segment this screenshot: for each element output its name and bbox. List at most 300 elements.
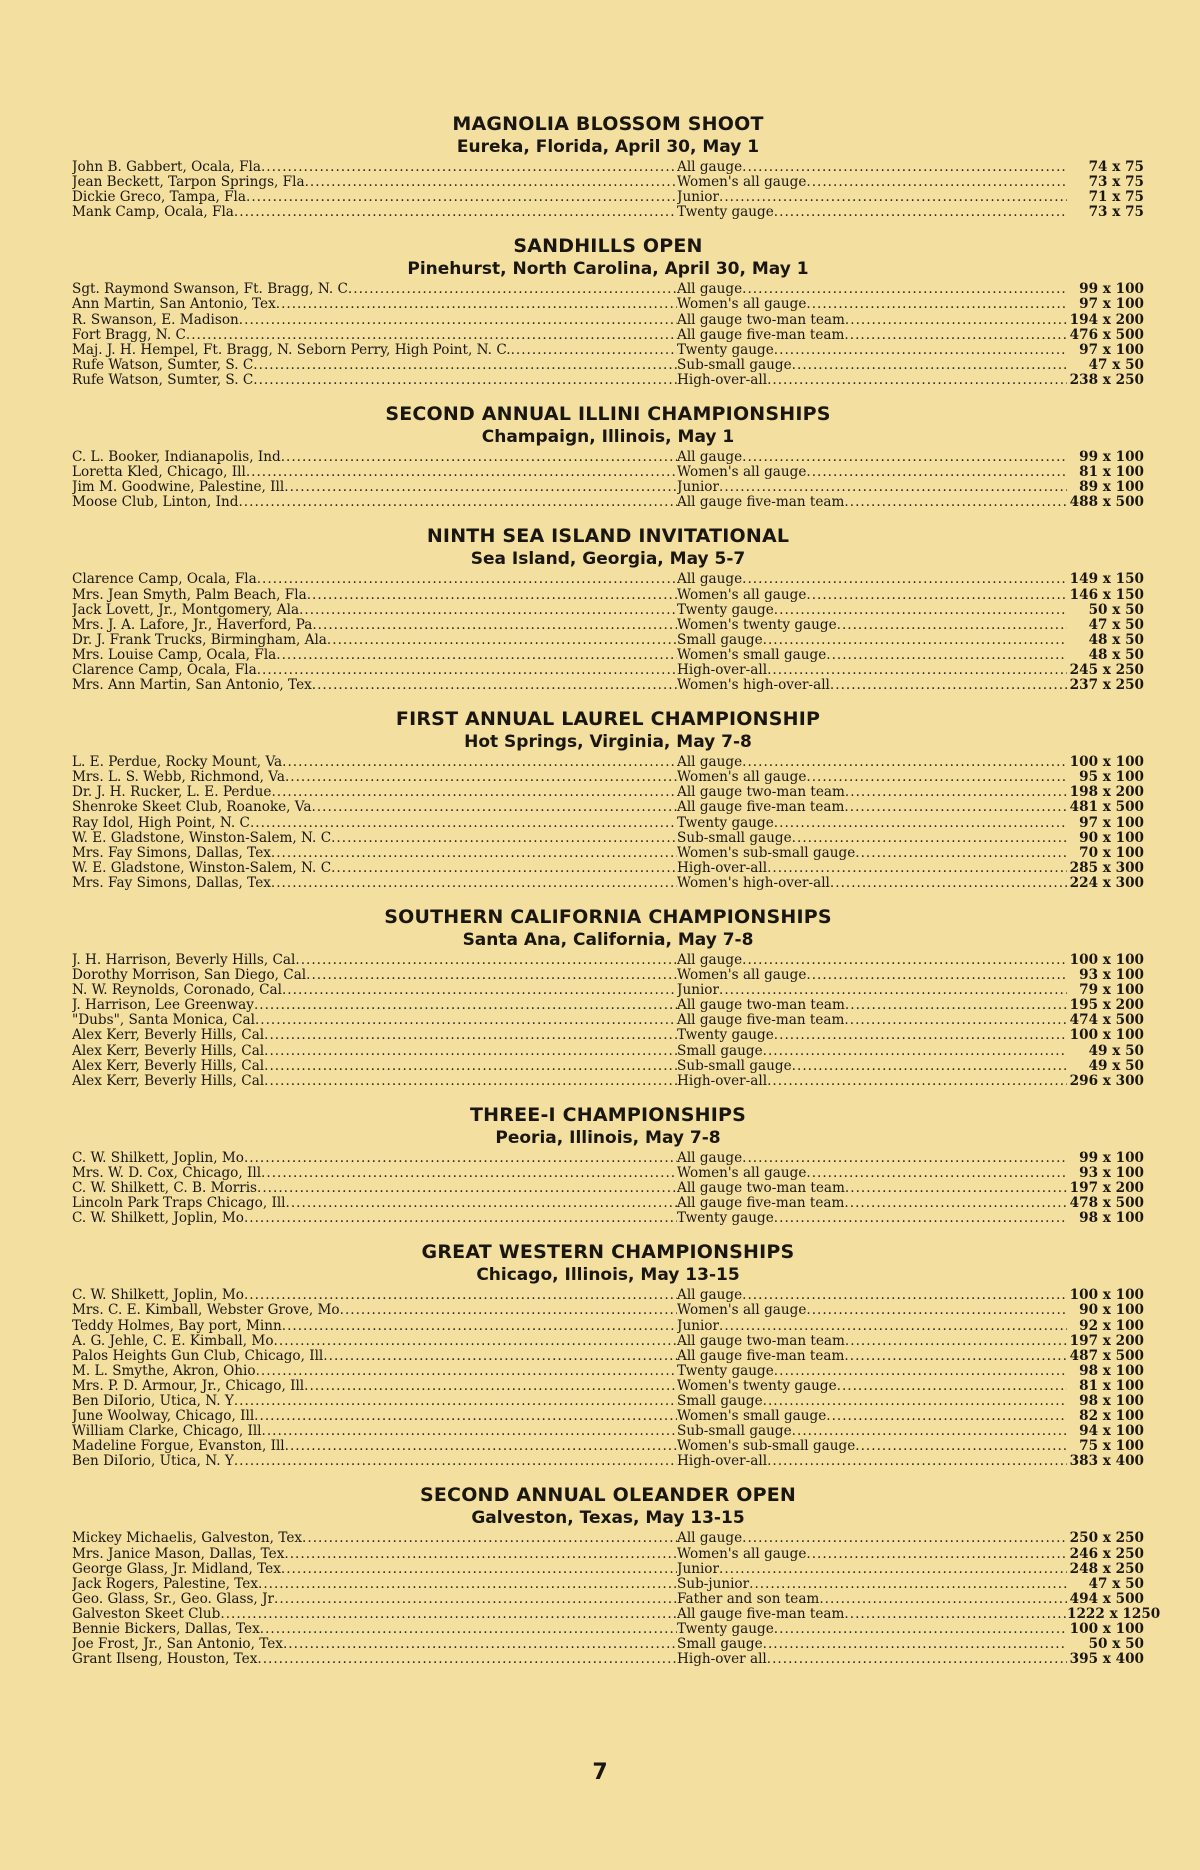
- dot-leader: [295, 953, 677, 968]
- dot-leader: [258, 1577, 677, 1592]
- score: 487 x 500: [1069, 1347, 1144, 1364]
- event-type: Sub-small gauge: [677, 1058, 792, 1074]
- event-type-cell: [677, 1211, 1067, 1226]
- winner-cell: [72, 1288, 677, 1303]
- winner-cell: [72, 1379, 677, 1394]
- winner-cell: [72, 633, 677, 648]
- event-type-cell: [677, 1637, 1067, 1652]
- dot-leader: [830, 678, 1067, 693]
- score: 49 x 50: [1088, 1042, 1144, 1059]
- event-type: Women's all gauge: [677, 968, 807, 984]
- score: 50 x 50: [1088, 601, 1144, 618]
- event-type-cell: [677, 1319, 1067, 1334]
- event-type: Small gauge: [677, 1637, 763, 1653]
- result-row: [72, 358, 1144, 373]
- event-location-date: Chicago, Illinois, May 13-15: [476, 1265, 740, 1286]
- winner-cell: [72, 1622, 677, 1637]
- dot-leader: [331, 831, 677, 846]
- dot-leader: [304, 1379, 677, 1394]
- dot-leader: [845, 1334, 1067, 1349]
- dot-leader: [261, 1166, 677, 1181]
- event-type-cell: [677, 373, 1067, 388]
- result-row: [72, 160, 1144, 175]
- winner-name: Jack Rogers, Palestine, Tex: [72, 1576, 258, 1592]
- winner-cell: [72, 160, 677, 175]
- winner-name: Dr. J. Frank Trucks, Birmingham, Ala: [72, 632, 327, 648]
- dot-leader: [855, 1439, 1067, 1454]
- dot-leader: [855, 846, 1067, 861]
- score: 74 x 75: [1088, 159, 1144, 175]
- dot-leader: [244, 1151, 677, 1166]
- winner-cell: [72, 1181, 677, 1196]
- result-row: [72, 1562, 1144, 1577]
- dot-leader: [844, 1607, 1067, 1622]
- result-row: [72, 953, 1144, 968]
- result-row: [72, 770, 1144, 785]
- event-type-cell: [677, 1607, 1067, 1622]
- winner-cell: [72, 968, 677, 983]
- event-section: [72, 905, 1144, 1089]
- score: 474 x 500: [1069, 1012, 1144, 1029]
- winner-cell: [72, 618, 677, 633]
- event-type: Small gauge: [677, 1043, 763, 1059]
- winner-cell: [72, 953, 677, 968]
- dot-leader: [312, 678, 677, 693]
- dot-leader: [806, 588, 1067, 603]
- score: 494 x 500: [1069, 1590, 1144, 1607]
- winner-name: M. L. Smythe, Akron, Ohio: [72, 1363, 256, 1379]
- event-section: [72, 234, 1144, 388]
- winner-cell: [72, 1562, 677, 1577]
- event-type: Junior: [677, 480, 719, 496]
- winner-name: Madeline Forgue, Evanston, Ill: [72, 1439, 285, 1455]
- score: 98 x 100: [1079, 1392, 1144, 1409]
- event-title: THREE-I CHAMPIONSHIPS: [470, 1103, 746, 1126]
- event-type-cell: [677, 313, 1067, 328]
- winner-cell: [72, 205, 677, 220]
- score: 97 x 100: [1079, 341, 1144, 358]
- winner-name: Rufe Watson, Sumter, S. C: [72, 372, 254, 388]
- winner-name: Jack Lovett, Jr., Montgomery, Ala: [72, 602, 300, 618]
- winner-cell: [72, 1151, 677, 1166]
- winner-name: Geo. Glass, Sr., Geo. Glass, Jr: [72, 1591, 275, 1607]
- result-row: [72, 373, 1144, 388]
- score: 383 x 400: [1069, 1453, 1144, 1470]
- dot-leader: [830, 876, 1067, 891]
- event-location-date: Eureka, Florida, April 30, May 1: [456, 137, 760, 157]
- dot-leader: [271, 785, 677, 800]
- event-type-cell: [677, 603, 1067, 618]
- winner-name: Grant Ilseng, Houston, Tex: [72, 1652, 258, 1668]
- winner-name: Dorothy Morrison, San Diego, Cal: [72, 968, 307, 984]
- winner-cell: [72, 998, 677, 1013]
- dot-leader: [261, 160, 677, 175]
- winner-name: Shenroke Skeet Club, Roanoke, Va: [72, 800, 312, 816]
- winner-name: Rufe Watson, Sumter, S. C: [72, 357, 254, 373]
- score: 50 x 50: [1088, 1636, 1144, 1653]
- score: 478 x 500: [1069, 1195, 1144, 1212]
- event-type: Junior: [677, 1318, 719, 1334]
- event-type-cell: [677, 480, 1067, 495]
- result-row: [72, 831, 1144, 846]
- dot-leader: [255, 1013, 677, 1028]
- dot-leader: [792, 831, 1067, 846]
- event-type-cell: [677, 953, 1067, 968]
- event-location-date: Peoria, Illinois, May 7-8: [495, 1127, 721, 1148]
- event-type-cell: [677, 1181, 1067, 1196]
- event-type-cell: [677, 1394, 1067, 1409]
- winner-name: Fort Bragg, N. C: [72, 327, 186, 343]
- dot-leader: [257, 1652, 677, 1667]
- event-type-cell: [677, 1622, 1067, 1637]
- dot-leader: [719, 480, 1067, 495]
- event-type: All gauge five-man team: [677, 327, 845, 343]
- dot-leader: [719, 1319, 1067, 1334]
- dot-leader: [806, 770, 1067, 785]
- result-row: [72, 983, 1144, 998]
- winner-cell: [72, 373, 677, 388]
- event-type: Women's all gauge: [677, 175, 807, 191]
- winner-cell: [72, 1531, 677, 1546]
- event-type: All gauge: [677, 160, 743, 175]
- event-type: All gauge five-man team: [677, 1013, 845, 1029]
- winner-name: Bennie Bickers, Dallas, Tex: [72, 1622, 260, 1637]
- dot-leader: [220, 1607, 677, 1622]
- event-type: High-over-all: [677, 1454, 768, 1470]
- winner-cell: [72, 1074, 677, 1089]
- winner-name: Lincoln Park Traps Chicago, Ill: [72, 1196, 286, 1212]
- dot-leader: [246, 465, 677, 480]
- dot-leader: [767, 1652, 1067, 1667]
- score: 98 x 100: [1079, 1362, 1144, 1379]
- winner-cell: [72, 770, 677, 785]
- event-type-cell: [677, 1409, 1067, 1424]
- score: 197 x 200: [1069, 1332, 1144, 1349]
- score: 93 x 100: [1079, 967, 1144, 984]
- winner-name: Loretta Kled, Chicago, Ill: [72, 465, 246, 481]
- result-row: [72, 1592, 1144, 1607]
- event-type: Sub-junior: [677, 1576, 750, 1592]
- dot-leader: [282, 1319, 677, 1334]
- result-row: [72, 1059, 1144, 1074]
- event-type: Women's sub-small gauge: [677, 1439, 856, 1455]
- results-table: [72, 953, 1144, 1089]
- winner-cell: [72, 1028, 677, 1043]
- score: 81 x 100: [1079, 1377, 1144, 1394]
- dot-leader: [244, 1288, 677, 1303]
- winner-name: Joe Frost, Jr., San Antonio, Tex: [72, 1637, 283, 1653]
- event-type-cell: [677, 876, 1067, 891]
- winner-name: Mrs. L. S. Webb, Richmond, Va: [72, 770, 285, 786]
- results-table: [72, 1530, 1161, 1668]
- event-type: All gauge: [677, 755, 743, 771]
- result-row: [72, 480, 1144, 495]
- winner-name: Mrs. Ann Martin, San Antonio, Tex: [72, 678, 312, 694]
- score: 79 x 100: [1079, 982, 1144, 999]
- event-type: Women's all gauge: [677, 465, 807, 481]
- dot-leader: [257, 572, 677, 587]
- event-type: Women's twenty gauge: [677, 617, 837, 633]
- dot-leader: [844, 328, 1067, 343]
- winner-cell: [72, 450, 677, 465]
- score: 100 x 100: [1069, 952, 1144, 968]
- event-type-cell: [677, 968, 1067, 983]
- winner-name: C. W. Shilkett, Joplin, Mo: [72, 1150, 244, 1166]
- score: 194 x 200: [1069, 311, 1144, 328]
- dot-leader: [274, 1592, 677, 1607]
- event-type: High-over-all: [677, 372, 768, 388]
- result-row: [72, 1334, 1144, 1349]
- winner-cell: [72, 358, 677, 373]
- winner-cell: [72, 1364, 677, 1379]
- winner-name: Galveston Skeet Club: [72, 1606, 221, 1622]
- result-row: [72, 1166, 1144, 1181]
- winner-cell: [72, 1607, 677, 1622]
- winner-name: Mank Camp, Ocala, Fla: [72, 205, 234, 221]
- result-row: [72, 313, 1144, 328]
- dot-leader: [276, 297, 677, 312]
- winner-cell: [72, 755, 677, 770]
- result-row: [72, 1531, 1144, 1546]
- dot-leader: [792, 358, 1067, 373]
- result-row: [72, 816, 1144, 831]
- event-type-cell: [677, 282, 1067, 297]
- dot-leader: [286, 1196, 677, 1211]
- event-type-cell: [677, 1531, 1067, 1546]
- dot-leader: [767, 1074, 1067, 1089]
- event-type: Women's high-over-all: [677, 678, 830, 694]
- winner-name: Alex Kerr, Beverly Hills, Cal: [72, 1043, 265, 1059]
- winner-cell: [72, 1303, 677, 1318]
- event-type: Women's all gauge: [677, 1165, 807, 1181]
- dot-leader: [774, 1028, 1067, 1043]
- winner-cell: [72, 876, 677, 891]
- dot-leader: [719, 190, 1067, 205]
- winner-cell: [72, 1424, 677, 1439]
- event-type: Women's small gauge: [677, 647, 827, 663]
- dot-leader: [238, 495, 677, 510]
- dot-leader: [340, 1303, 677, 1318]
- dot-leader: [742, 282, 1067, 297]
- result-row: [72, 1637, 1144, 1652]
- dot-leader: [306, 968, 677, 983]
- winner-cell: [72, 480, 677, 495]
- event-section: [72, 112, 1144, 220]
- event-type: All gauge: [677, 1531, 743, 1547]
- dot-leader: [774, 816, 1067, 831]
- dot-leader: [844, 800, 1067, 815]
- score: 248 x 250: [1069, 1560, 1144, 1577]
- score: 93 x 100: [1079, 1164, 1144, 1181]
- event-type-cell: [677, 1074, 1067, 1089]
- event-type: Twenty gauge: [677, 1211, 774, 1227]
- event-type-cell: [677, 1454, 1067, 1469]
- score: 488 x 500: [1069, 494, 1144, 511]
- event-type: All gauge two-man team: [677, 1181, 845, 1197]
- winner-name: Alex Kerr, Beverly Hills, Cal: [72, 1073, 265, 1089]
- dot-leader: [327, 633, 677, 648]
- winner-cell: [72, 1394, 677, 1409]
- event-location-date: Galveston, Texas, May 13-15: [471, 1508, 745, 1529]
- event-type-cell: [677, 816, 1067, 831]
- results-table: [72, 572, 1144, 693]
- winner-cell: [72, 800, 677, 815]
- dot-leader: [256, 1364, 677, 1379]
- dot-leader: [284, 480, 677, 495]
- result-row: [72, 1211, 1144, 1226]
- dot-leader: [234, 1454, 677, 1469]
- winner-name: C. W. Shilkett, Joplin, Mo: [72, 1288, 244, 1304]
- winner-cell: [72, 1652, 677, 1667]
- dot-leader: [742, 160, 1067, 175]
- result-row: [72, 205, 1144, 220]
- result-row: [72, 1074, 1144, 1089]
- event-title: SANDHILLS OPEN: [513, 235, 703, 258]
- event-type-cell: [677, 1059, 1067, 1074]
- winner-name: John B. Gabbert, Ocala, Fla: [72, 160, 261, 175]
- event-title: GREAT WESTERN CHAMPIONSHIPS: [421, 1241, 795, 1264]
- dot-leader: [302, 1531, 677, 1546]
- winner-name: Mrs. Jean Smyth, Palm Beach, Fla: [72, 587, 307, 603]
- winner-cell: [72, 297, 677, 312]
- result-row: [72, 755, 1144, 770]
- winner-cell: [72, 1013, 677, 1028]
- event-location-date: Santa Ana, California, May 7-8: [462, 930, 754, 950]
- winner-name: C. L. Booker, Indianapolis, Ind: [72, 450, 281, 466]
- event-type: All gauge: [677, 1150, 743, 1166]
- dot-leader: [281, 450, 677, 465]
- event-section: [72, 1103, 1144, 1226]
- winner-cell: [72, 846, 677, 861]
- dot-leader: [749, 1577, 1067, 1592]
- dot-leader: [323, 1349, 677, 1364]
- dot-leader: [742, 572, 1067, 587]
- score: 100 x 100: [1069, 1621, 1144, 1637]
- dot-leader: [276, 648, 677, 663]
- winner-cell: [72, 1196, 677, 1211]
- dot-leader: [806, 1547, 1067, 1562]
- score: 99 x 100: [1079, 1149, 1144, 1166]
- dot-leader: [845, 313, 1067, 328]
- event-type: Women's all gauge: [677, 1303, 807, 1319]
- event-type-cell: [677, 1166, 1067, 1181]
- event-type: Women's all gauge: [677, 770, 807, 786]
- winner-name: "Dubs", Santa Monica, Cal: [72, 1013, 255, 1029]
- winner-cell: [72, 678, 677, 693]
- score: 97 x 100: [1079, 814, 1144, 831]
- dot-leader: [844, 1196, 1067, 1211]
- dot-leader: [844, 1013, 1067, 1028]
- event-type-cell: [677, 1349, 1067, 1364]
- dot-leader: [281, 1562, 677, 1577]
- dot-leader: [763, 1637, 1067, 1652]
- winner-cell: [72, 785, 677, 800]
- score: 75 x 100: [1079, 1438, 1144, 1455]
- result-row: [72, 175, 1144, 190]
- event-type-cell: [677, 465, 1067, 480]
- event-type: All gauge five-man team: [677, 800, 845, 816]
- dot-leader: [719, 983, 1067, 998]
- result-row: [72, 800, 1144, 815]
- page-number: 7: [592, 1760, 608, 1785]
- score: 48 x 50: [1088, 631, 1144, 648]
- dot-leader: [806, 297, 1067, 312]
- dot-leader: [271, 846, 677, 861]
- result-row: [72, 998, 1144, 1013]
- winner-cell: [72, 1439, 677, 1454]
- dot-leader: [767, 373, 1067, 388]
- winner-name: Mrs. C. E. Kimball, Webster Grove, Mo: [72, 1303, 340, 1319]
- dot-leader: [742, 953, 1067, 968]
- dot-leader: [257, 663, 677, 678]
- dot-leader: [742, 755, 1067, 770]
- event-type-cell: [677, 1547, 1067, 1562]
- winner-name: Mrs. P. D. Armour, Jr., Chicago, Ill: [72, 1378, 305, 1394]
- dot-leader: [264, 1028, 677, 1043]
- winner-name: Ben DiIorio, Utica, N. Y: [72, 1393, 234, 1409]
- winner-name: Teddy Holmes, Bay port, Minn: [72, 1318, 282, 1334]
- event-type-cell: [677, 648, 1067, 663]
- winner-name: June Woolway, Chicago, Ill: [72, 1409, 255, 1425]
- winner-cell: [72, 465, 677, 480]
- score: 224 x 300: [1069, 874, 1144, 891]
- winner-cell: [72, 648, 677, 663]
- dot-leader: [234, 1394, 677, 1409]
- event-type: Women's all gauge: [677, 297, 807, 313]
- event-type-cell: [677, 678, 1067, 693]
- result-row: [72, 1013, 1144, 1028]
- result-row: [72, 648, 1144, 663]
- result-row: [72, 495, 1144, 510]
- event-type-cell: [677, 861, 1067, 876]
- winner-cell: [72, 1577, 677, 1592]
- winner-name: Jean Beckett, Tarpon Springs, Fla: [72, 175, 305, 191]
- event-type: Small gauge: [677, 632, 763, 648]
- result-row: [72, 450, 1144, 465]
- winner-cell: [72, 1409, 677, 1424]
- result-row: [72, 1547, 1144, 1562]
- result-row: [72, 1622, 1144, 1637]
- dot-leader: [285, 770, 677, 785]
- event-type: All gauge two-man team: [677, 312, 845, 328]
- winner-name: Dickie Greco, Tampa, Fla: [72, 190, 246, 206]
- event-type-cell: [677, 1652, 1067, 1667]
- dot-leader: [792, 1059, 1067, 1074]
- dot-leader: [246, 190, 677, 205]
- winner-cell: [72, 861, 677, 876]
- event-type: Twenty gauge: [677, 1363, 774, 1379]
- dot-leader: [806, 175, 1067, 190]
- event-type: All gauge five-man team: [677, 1606, 845, 1622]
- event-type: High-over-all: [677, 662, 768, 678]
- winner-name: Maj. J. H. Hempel, Ft. Bragg, N. Seborn Perry, High Point, N. C.: [72, 342, 511, 358]
- event-type-cell: [677, 175, 1067, 190]
- winner-name: Mrs. Fay Simons, Dallas, Tex: [72, 845, 271, 861]
- dot-leader: [284, 1547, 677, 1562]
- winner-cell: [72, 588, 677, 603]
- event-location-date: Hot Springs, Virginia, May 7-8: [464, 732, 752, 753]
- event-type-cell: [677, 450, 1067, 465]
- winner-name: Clarence Camp, Ocala, Fla: [72, 572, 257, 588]
- dot-leader: [845, 998, 1067, 1013]
- event-title: FIRST ANNUAL LAUREL CHAMPIONSHIP: [395, 708, 821, 731]
- event-type-cell: [677, 1364, 1067, 1379]
- dot-leader: [742, 1531, 1067, 1546]
- winner-name: Dr. J. H. Rucker, L. E. Perdue: [72, 785, 272, 801]
- result-row: [72, 603, 1144, 618]
- event-type: Women's high-over-all: [677, 875, 830, 891]
- event-type-cell: [677, 618, 1067, 633]
